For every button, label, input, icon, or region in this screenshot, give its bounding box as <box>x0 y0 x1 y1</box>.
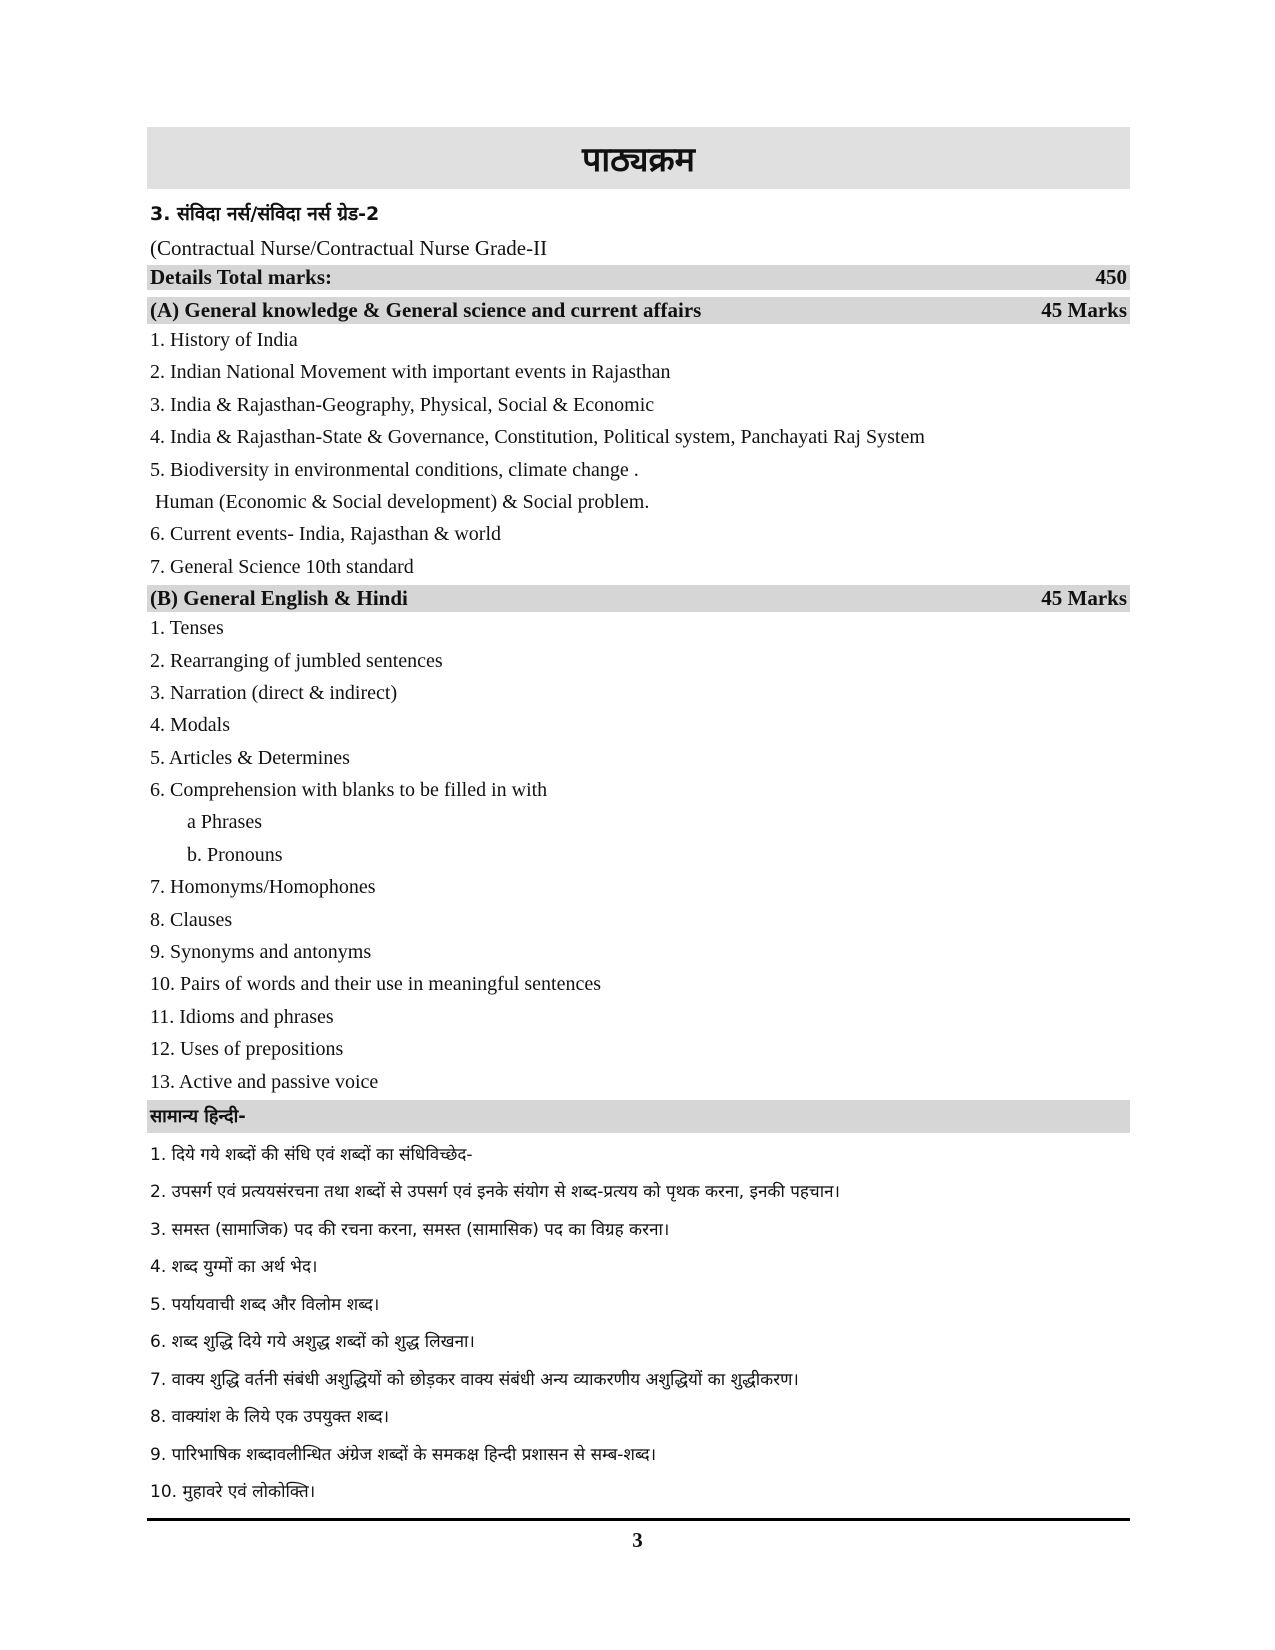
list-item: 8. Clauses <box>150 908 233 931</box>
hindi-section-heading-row <box>147 1100 1130 1133</box>
hindi-section-heading: सामान्य हिन्दी- <box>150 1106 246 1128</box>
list-item: 2. Rearranging of jumbled sentences <box>150 649 443 672</box>
section-a-list <box>147 324 1130 583</box>
list-item: 4. India & Rajasthan-State & Governance, Constitution, Political system, Panchayati Raj System <box>150 426 925 449</box>
list-item: 4. Modals <box>150 714 230 737</box>
total-marks-row <box>147 265 1130 290</box>
list-item: 8. वाक्यांश के लिये एक उपयुक्त शब्द। <box>150 1407 390 1428</box>
page-number: 3 <box>632 1528 643 1552</box>
total-marks-value: 450 <box>1095 265 1127 289</box>
list-item: 3. समस्त (सामाजिक) पद की रचना करना, समस्त (सामासिक) पद का विग्रह करना। <box>150 1219 670 1240</box>
list-item: 5. पर्यायवाची शब्द और विलोम शब्द। <box>150 1294 380 1315</box>
list-item: 7. Homonyms/Homophones <box>150 876 376 899</box>
list-item: 12. Uses of prepositions <box>150 1038 344 1061</box>
title-band <box>147 127 1130 189</box>
list-item: 5. Articles & Determines <box>150 746 350 769</box>
list-item: 1. History of India <box>150 329 298 351</box>
list-item: 7. General Science 10th standard <box>150 555 414 578</box>
list-item: 9. पारिभाषिक शब्दावलीन्धित अंग्रेज शब्दों के समकक्ष हिन्दी प्रशासन से सम्ब-शब्द। <box>150 1444 657 1465</box>
list-item: 10. Pairs of words and their use in meaningful sentences <box>150 973 602 996</box>
list-item: 1. दिये गये शब्दों की संधि एवं शब्दों का संधिविच्छेद- <box>150 1144 473 1165</box>
list-item: 7. वाक्य शुद्धि वर्तनी संबंधी अशुद्धियों को छोड़कर वाक्य संबंधी अन्य व्याकरणीय अशुद्धियों का शुद्धीकरण। <box>150 1369 799 1390</box>
section-a-heading: (A) General knowledge & General science and current affairs <box>150 298 702 322</box>
list-item: 6. शब्द शुद्धि दिये गये अशुद्ध शब्दों को शुद्ध लिखना। <box>150 1332 475 1353</box>
post-title-english: (Contractual Nurse/Contractual Nurse Grade-II <box>150 236 548 260</box>
section-a-marks: 45 Marks <box>1041 298 1127 322</box>
syllabus-page <box>147 127 1130 1512</box>
list-subitem: b. Pronouns <box>187 843 283 866</box>
list-item: 13. Active and passive voice <box>150 1070 379 1093</box>
list-item: 11. Idioms and phrases <box>150 1005 334 1028</box>
section-b-heading-row <box>147 585 1130 612</box>
list-item: 3. Narration (direct & indirect) <box>150 681 398 704</box>
section-b-list <box>147 612 1130 1098</box>
section-a-heading-row <box>147 297 1130 324</box>
list-subitem: a Phrases <box>187 811 262 834</box>
list-item: 6. Current events- India, Rajasthan & world <box>150 523 502 546</box>
list-item: 4. शब्द युग्मों का अर्थ भेद। <box>150 1257 318 1278</box>
list-item: Human (Economic & Social development) & Social problem. <box>155 490 650 513</box>
hindi-section-list <box>147 1137 1130 1512</box>
section-b-marks: 45 Marks <box>1041 586 1127 611</box>
list-item: 3. India & Rajasthan-Geography, Physical, Social & Economic <box>150 393 655 416</box>
list-item: 2. उपसर्ग एवं प्रत्ययसंरचना तथा शब्दों से उपसर्ग एवं इनके संयोग से शब्द-प्रत्यय को पृथक करना, इनकी पहचान। <box>150 1182 841 1203</box>
list-item: 9. Synonyms and antonyms <box>150 941 372 964</box>
list-item: 1. Tenses <box>150 617 224 640</box>
total-marks-label: Details Total marks: <box>150 265 333 289</box>
post-title-hindi: 3. संविदा नर्स/संविदा नर्स ग्रेड-2 <box>150 203 380 225</box>
list-item: 6. Comprehension with blanks to be filled in with <box>150 779 548 802</box>
footer-divider <box>147 1518 1130 1521</box>
list-item: 5. Biodiversity in environmental conditions, climate change . <box>150 458 639 481</box>
section-b-heading: (B) General English & Hindi <box>150 586 408 611</box>
list-item: 10. मुहावरे एवं लोकोक्ति। <box>150 1482 316 1503</box>
list-item: 2. Indian National Movement with important events in Rajasthan <box>150 361 671 384</box>
page-title: पाठ्यक्रम <box>582 140 695 180</box>
